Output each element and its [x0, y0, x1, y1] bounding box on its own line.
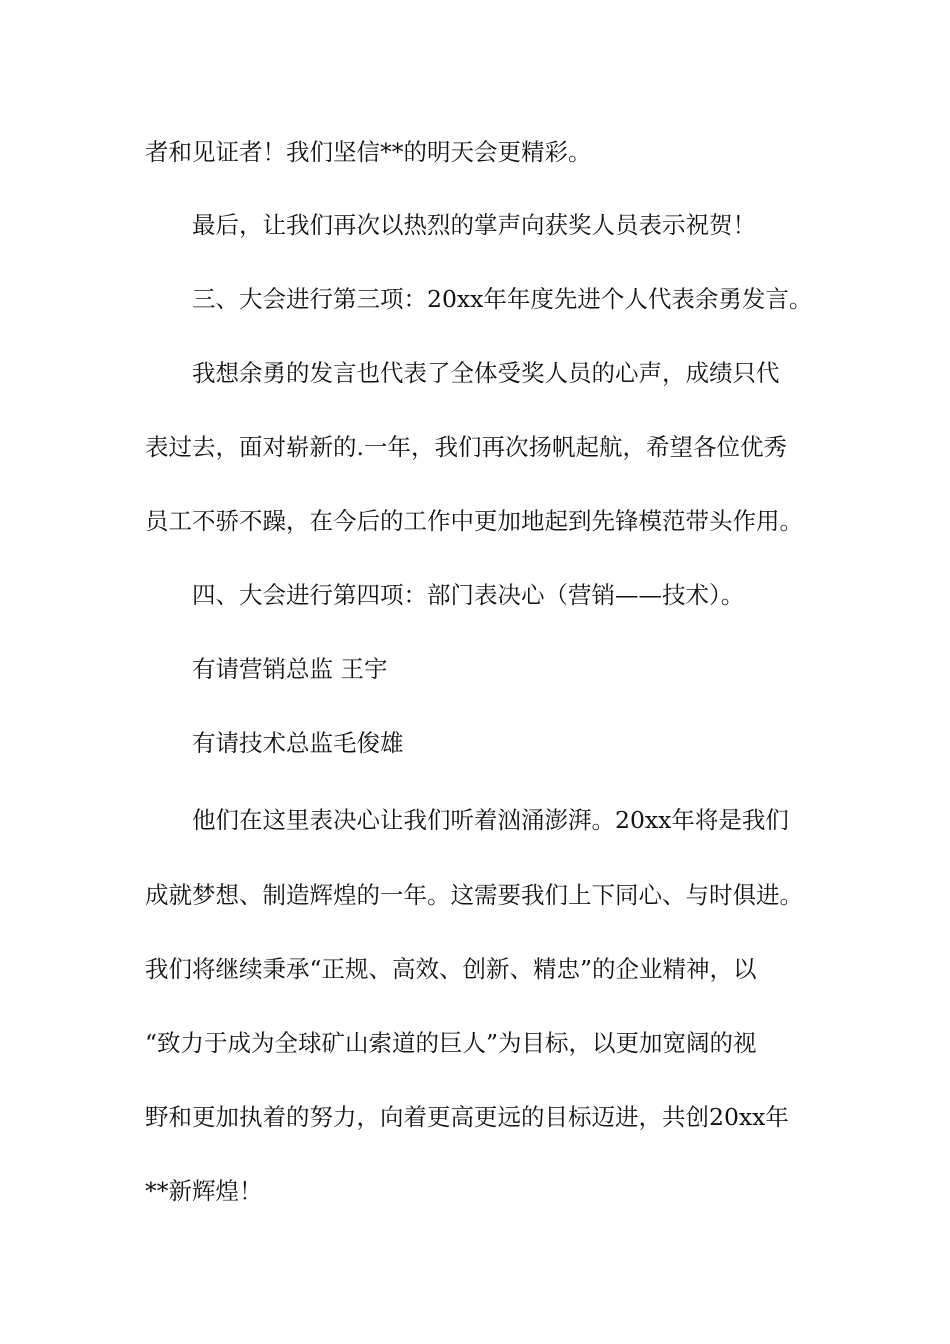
text-line-9: 有请技术总监毛俊雄: [192, 729, 404, 757]
text-line-10: 他们在这里表决心让我们听着汹涌澎湃。20xx年将是我们: [192, 806, 789, 834]
text-line-5: 表过去，面对崭新的.一年，我们再次扬帆起航，希望各位优秀: [145, 433, 787, 461]
text-line-11: 成就梦想、制造辉煌的一年。这需要我们上下同心、与时俱进。: [145, 881, 803, 909]
text-line-15: **新辉煌！: [145, 1177, 263, 1205]
text-line-2: 最后，让我们再次以热烈的掌声向获奖人员表示祝贺！: [192, 211, 756, 239]
text-line-7: 四、大会进行第四项：部门表决心（营销——技术）。: [192, 581, 745, 609]
text-line-4: 我想余勇的发言也代表了全体受奖人员的心声，成绩只代: [192, 359, 780, 387]
text-line-8: 有请营销总监 王宇: [192, 655, 388, 683]
text-line-14: 野和更加执着的努力，向着更高更远的目标迈进，共创20xx年: [145, 1103, 789, 1131]
text-line-12: 我们将继续秉承“正规、高效、创新、精忠”的企业精神，以: [145, 955, 757, 983]
text-line-3: 三、大会进行第三项：20xx年年度先进个人代表余勇发言。: [192, 285, 813, 313]
text-line-6: 员工不骄不躁，在今后的工作中更加地起到先锋模范带头作用。: [145, 507, 803, 535]
text-line-1: 者和见证者！我们坚信**的明天会更精彩。: [145, 138, 592, 166]
text-line-13: “致力于成为全球矿山索道的巨人”为目标，以更加宽阔的视: [145, 1029, 757, 1057]
